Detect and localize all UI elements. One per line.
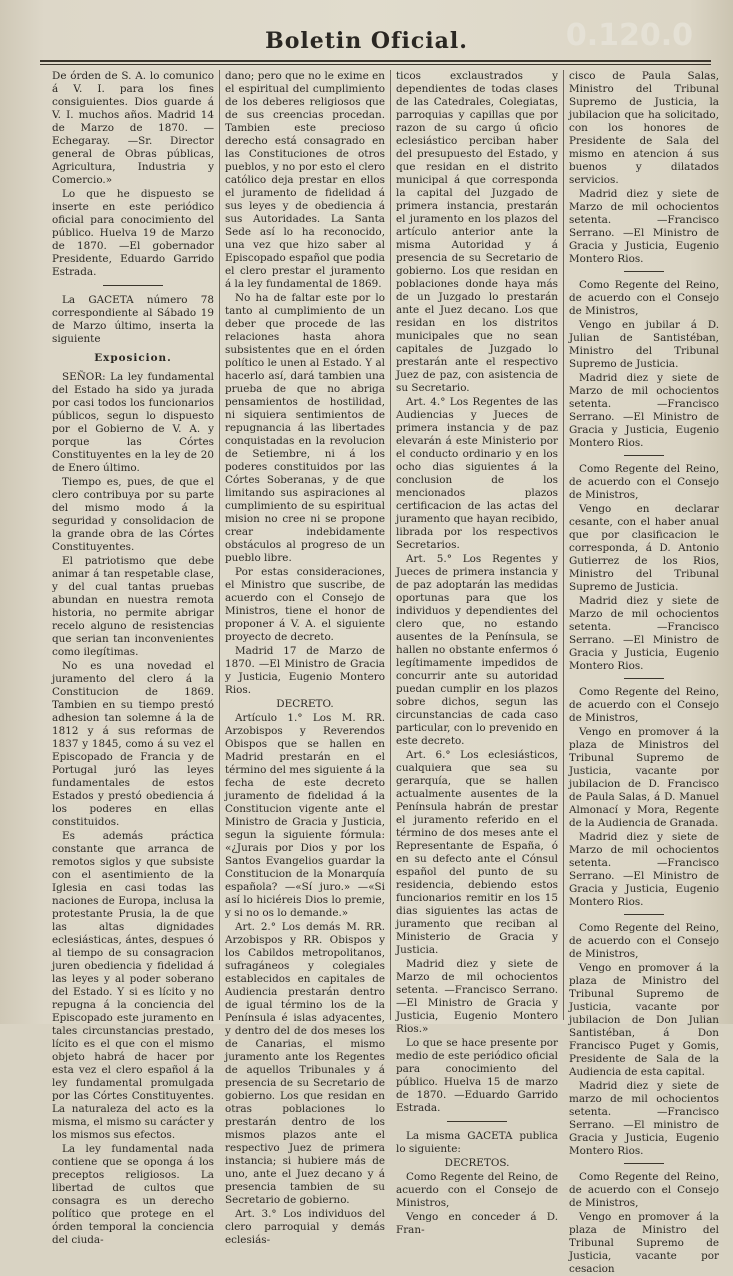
paragraph: La misma GACETA publica lo siguiente:: [396, 1130, 558, 1155]
paragraph: De órden de S. A. lo comunico á V. I. para los fines consiguientes. Dios guarde á V. I. muchos años. Madrid 14 de Marzo de 1870. —Echegaray. —Sr. Director general de Obras públicas, Agricultura, Industria y Comercio.»: [52, 70, 214, 186]
paragraph: Vengo en jubilar á D. Julian de Santistéban, Ministro del Tribunal Supremo de Justicia.: [569, 319, 719, 370]
paragraph: Como Regente del Reino, de acuerdo con el Consejo de Ministros,: [569, 922, 719, 960]
signature-line: Madrid diez y siete de Marzo de mil ochocientos setenta. —Francisco Serrano. —El Ministro de Gracia y Justicia, Eugenio Montero Rios.: [569, 595, 719, 672]
column-divider: [563, 70, 564, 1020]
paragraph: Art. 3.° Los individuos del clero parroquial y demás eclesiás-: [225, 1208, 385, 1246]
paragraph: Vengo en promover á la plaza de Ministro del Tribunal Supremo de Justicia, vacante por cesacion: [569, 1211, 719, 1275]
paragraph: Vengo en conceder á D. Fran-: [396, 1211, 558, 1236]
paragraph: Como Regente del Reino, de acuerdo con el Consejo de Ministros,: [569, 686, 719, 724]
paragraph: Como Regente del Reino, de acuerdo con el Consejo de Ministros,: [569, 1171, 719, 1209]
paragraph: Como Regente del Reino, de acuerdo con el Consejo de Ministros,: [569, 279, 719, 317]
paragraph: Art. 6.° Los eclesiásticos, cualquiera que sea su gerarquía, que se hallen actualmente ausentes de la Península habrán de prestar el juramento referido en el término de dos meses ante el Representante de España, ó en su defecto ante el Cónsul español del punto de su residencia, debiendo estos funcionarios remitir en los 15 dias siguientes las actas de juramento que reciban al Ministerio de Gracia y Justicia.: [396, 749, 558, 956]
paragraph: Como Regente del Reino, de acuerdo con el Consejo de Ministros,: [569, 463, 719, 501]
paragraph: Es además práctica constante que arranca de remotos siglos y que subsiste con el asentimiento de la Iglesia en casi todas las naciones de Europa, inclusa la protestante Prusia, la de que las altas dignidades eclesiásticas, ántes, despues ó al tiempo de su consagracion juren obediencia y fidelidad á las leyes y al poder soberano del Estado. Y si es lícito y no repugna á la conciencia del Episcopado este juramento en tales circunstancias prestado, lícito es el que con el mismo objeto habrá de hacer por esta vez el clero español á la ley fundamental promulgada por las Córtes Constituyentes. La naturaleza del acto es la misma, el mismo su carácter y los mismos sus efectos.: [52, 830, 214, 1141]
paragraph: SEÑOR: La ley fundamental del Estado ha sido ya jurada por casi todos los funcionarios públicos, segun lo dispuesto por el Gobierno de V. A. y porque las Córtes Constituyentes en la ley de 20 de Enero último.: [52, 371, 214, 474]
signature-line: Madrid diez y siete de Marzo de mil ochocientos setenta. —Francisco Serrano. —El Ministro de Gracia y Justicia, Eugenio Montero Rios.: [569, 831, 719, 908]
section-heading: Exposicion.: [94, 352, 172, 364]
signature-line: Madrid diez y siete de Marzo de mil ochocientos setenta. —Francisco Serrano. —El Ministro de Gracia y Justicia, Eugenio Montero Rios.: [569, 188, 719, 265]
paragraph: Tiempo es, pues, de que el clero contribuya por su parte del mismo modo á la seguridad y consolidacion de la grande obra de las Córtes Constituyentes.: [52, 476, 214, 553]
separator: [624, 271, 664, 272]
column-2: [225, 70, 385, 1246]
paragraph: La GACETA número 78 correspondiente al Sábado 19 de Marzo último, inserta la siguiente: [52, 294, 214, 345]
separator: [624, 914, 664, 915]
separator: [624, 455, 664, 456]
column-3: [396, 70, 558, 1236]
column-1: [52, 70, 214, 1246]
paragraph: No ha de faltar este por lo tanto al cumplimiento de un deber que procede de las relaciones hasta ahora subsistentes que en el órden político le unen al Estado. Y al hacerlo así, dará tambien una prueba de que no abriga pensamientos de hostilidad, ni siquiera sentimientos de repugnancia á las libertades conquistadas en la revolucion de Setiembre, ni á los poderes constituidos por las Córtes Soberanas, y de que limitando sus aspiraciones al cumplimiento de su espiritual mision no cree ni se propone crear indebidamente obstáculos al progreso de un pueblo libre.: [225, 292, 385, 564]
paragraph: Como Regente del Reino, de acuerdo con el Consejo de Ministros,: [396, 1171, 558, 1209]
paragraph: Por estas consideraciones, el Ministro que suscribe, de acuerdo con el Consejo de Ministros, tiene el honor de proponer á V. A. el siguiente proyecto de decreto.: [225, 566, 385, 643]
paragraph: Art. 4.° Los Regentes de las Audiencias y Jueces de primera instancia y de paz elevarán á este Ministerio por el conducto ordinario y en los ocho dias siguientes á la conclusion de los mencionados plazos certificacion de las actas del juramento que hayan recibido, librada por los respectivos Secretarios.: [396, 396, 558, 551]
paragraph: Artículo 1.° Los M. RR. Arzobispos y Reverendos Obispos que se hallen en Madrid prestarán en el término del mes siguiente á la fecha de este decreto juramento de fidelidad á la Constitucion vigente ante el Ministro de Gracia y Justicia, segun la siguiente fórmula: «¿Jurais por Dios y por los Santos Evangelios guardar la Constitucion de la Monarquía española? —«Sí juro.» —«Si así lo hiciéreis Dios lo premie, y si no os lo demande.»: [225, 712, 385, 919]
paragraph: El patriotismo que debe animar á tan respetable clase, y del cual tantas pruebas abundan en nuestra remota historia, no permite abrigar recelo alguno de resistencias que serian tan inconvenientes como ilegítimas.: [52, 555, 214, 658]
paragraph: ticos exclaustrados y dependientes de todas clases de las Catedrales, Colegiatas, parroquias y capillas que por razon de su cargo ú oficio eclesiástico perciban haber del presupuesto del Estado, y que residan en el distrito municipal á que corresponda la capital del Juzgado de primera instancia, prestarán el juramento en los plazos del artículo anterior ante la misma Autoridad y á presencia de su Secretario de gobierno. Los que residan en poblaciones donde haya más de un Juzgado lo prestarán ante el Juez decano. Los que residan en los distritos municipales que no sean capitales de Juzgado lo prestarán ante el respectivo Juez de paz, con asistencia de su Secretario.: [396, 70, 558, 394]
separator: [103, 285, 163, 286]
corner-watermark: 0.120.0: [565, 18, 693, 53]
paragraph: Lo que se hace presente por medio de este periódico oficial para conocimiento del público. Huelva 15 de marzo de 1870. —Eduardo Garrido Estrada.: [396, 1037, 558, 1114]
paragraph: No es una novedad el juramento del clero á la Constitucion de 1869. Tambien en su tiempo prestó adhesion tan solemne á la de 1812 y á sus reformas de 1837 y 1845, como á su vez el Episcopado de Francia y de Portugal juró las leyes fundamentales de estos Estados y prestó obediencia á los poderes en ellas constituidos.: [52, 660, 214, 828]
signature-line: Madrid diez y siete de marzo de mil ochocientos setenta. —Francisco Serrano. —El ministro de Gracia y Justicia, Eugenio Montero Rios.: [569, 1080, 719, 1157]
paragraph: cisco de Paula Salas, Ministro del Tribunal Supremo de Justicia, la jubilacion que ha solicitado, con los honores de Presidente de Sala del mismo en atencion á sus buenos y dilatados servicios.: [569, 70, 719, 186]
paragraph: Art. 2.° Los demás M. RR. Arzobispos y RR. Obispos y los Cabildos metropolitanos, sufragáneos y colegiales establecidos en capitales de Audiencia prestarán dentro de igual término los de la Península é islas adyacentes, y dentro del de dos meses los de Canarias, el mismo juramento ante los Regentes de aquellos Tribunales y á presencia de su Secretario de gobierno. Los que residan en otras poblaciones lo prestarán dentro de los mismos plazos ante el respectivo Juez de primera instancia; si hubiere más de uno, ante el Juez decano y á presencia tambien de su Secretario de gobierno.: [225, 921, 385, 1206]
paragraph: Vengo en declarar cesante, con el haber anual que por clasificacion le corresponda, á D. Antonio Gutierrez de los Rios, Ministro del Tribunal Supremo de Justicia.: [569, 503, 719, 593]
separator: [624, 678, 664, 679]
paragraph: dano; pero que no le exime en el espiritual del cumplimiento de los deberes religiosos que de sus creencias procedan. Tambien este precioso derecho está consagrado en las Constituciones de otros pueblos, y no por esto el clero católico deja prestar en ellos el juramento de fidelidad á sus leyes y de obediencia á sus Autoridades. La Santa Sede así lo ha reconocido, una vez que hizo saber al Episcopado español que podia el clero prestar el juramento á la ley fundamental de 1869.: [225, 70, 385, 290]
separator: [624, 1163, 664, 1164]
column-4: [569, 70, 719, 1275]
paragraph: Art. 5.° Los Regentes y Jueces de primera instancia y de paz adoptarán las medidas oportunas para que los individuos y dependientes del clero que, no estando ausentes de la Península, se hallen no obstante enfermos ó legítimamente impedidos de concurrir ante su autoridad puedan cumplir en los plazos sobre dichos, segun las circunstancias de cada caso particular, con lo prevenido en este decreto.: [396, 553, 558, 747]
signature-line: Madrid diez y siete de Marzo de mil ochocientos setenta. —Francisco Serrano. —El Ministro de Gracia y Justicia, Eugenio Montero Rios.: [569, 372, 719, 449]
paragraph: Lo que he dispuesto se inserte en este periódico oficial para conocimiento del público. Huelva 19 de Marzo de 1870. —El gobernador Presidente, Eduardo Garrido Estrada.: [52, 188, 214, 278]
section-heading: DECRETO.: [276, 698, 334, 710]
page-title: Boletin Oficial.: [265, 28, 468, 54]
signature-line: Madrid 17 de Marzo de 1870. —El Ministro de Gracia y Justicia, Eugenio Montero Rios.: [225, 645, 385, 696]
section-heading: DECRETOS.: [444, 1157, 510, 1169]
separator: [447, 1121, 507, 1122]
signature-line: Madrid diez y siete de Marzo de mil ochocientos setenta. —Francisco Serrano. —El Ministro de Gracia y Justicia, Eugenio Montero Rios.»: [396, 958, 558, 1035]
paragraph: Vengo en promover á la plaza de Ministros del Tribunal Supremo de Justicia, vacante por jubilacion de D. Francisco de Paula Salas, á D. Manuel Almonací y Mora, Regente de la Audiencia de Granada.: [569, 726, 719, 829]
paragraph: La ley fundamental nada contiene que se oponga á los preceptos religiosos. La libertad de cultos que consagra es un derecho político que protege en el órden temporal la conciencia del ciuda-: [52, 1143, 214, 1246]
header-rule: [40, 60, 711, 65]
paragraph: Vengo en promover á la plaza de Ministro del Tribunal Supremo de Justicia, vacante por jubilacion de Don Julian Santistéban, á Don Francisco Puget y Gomis, Presidente de Sala de la Audiencia de esta capital.: [569, 962, 719, 1078]
column-divider: [390, 70, 391, 1020]
column-divider: [219, 70, 220, 1020]
